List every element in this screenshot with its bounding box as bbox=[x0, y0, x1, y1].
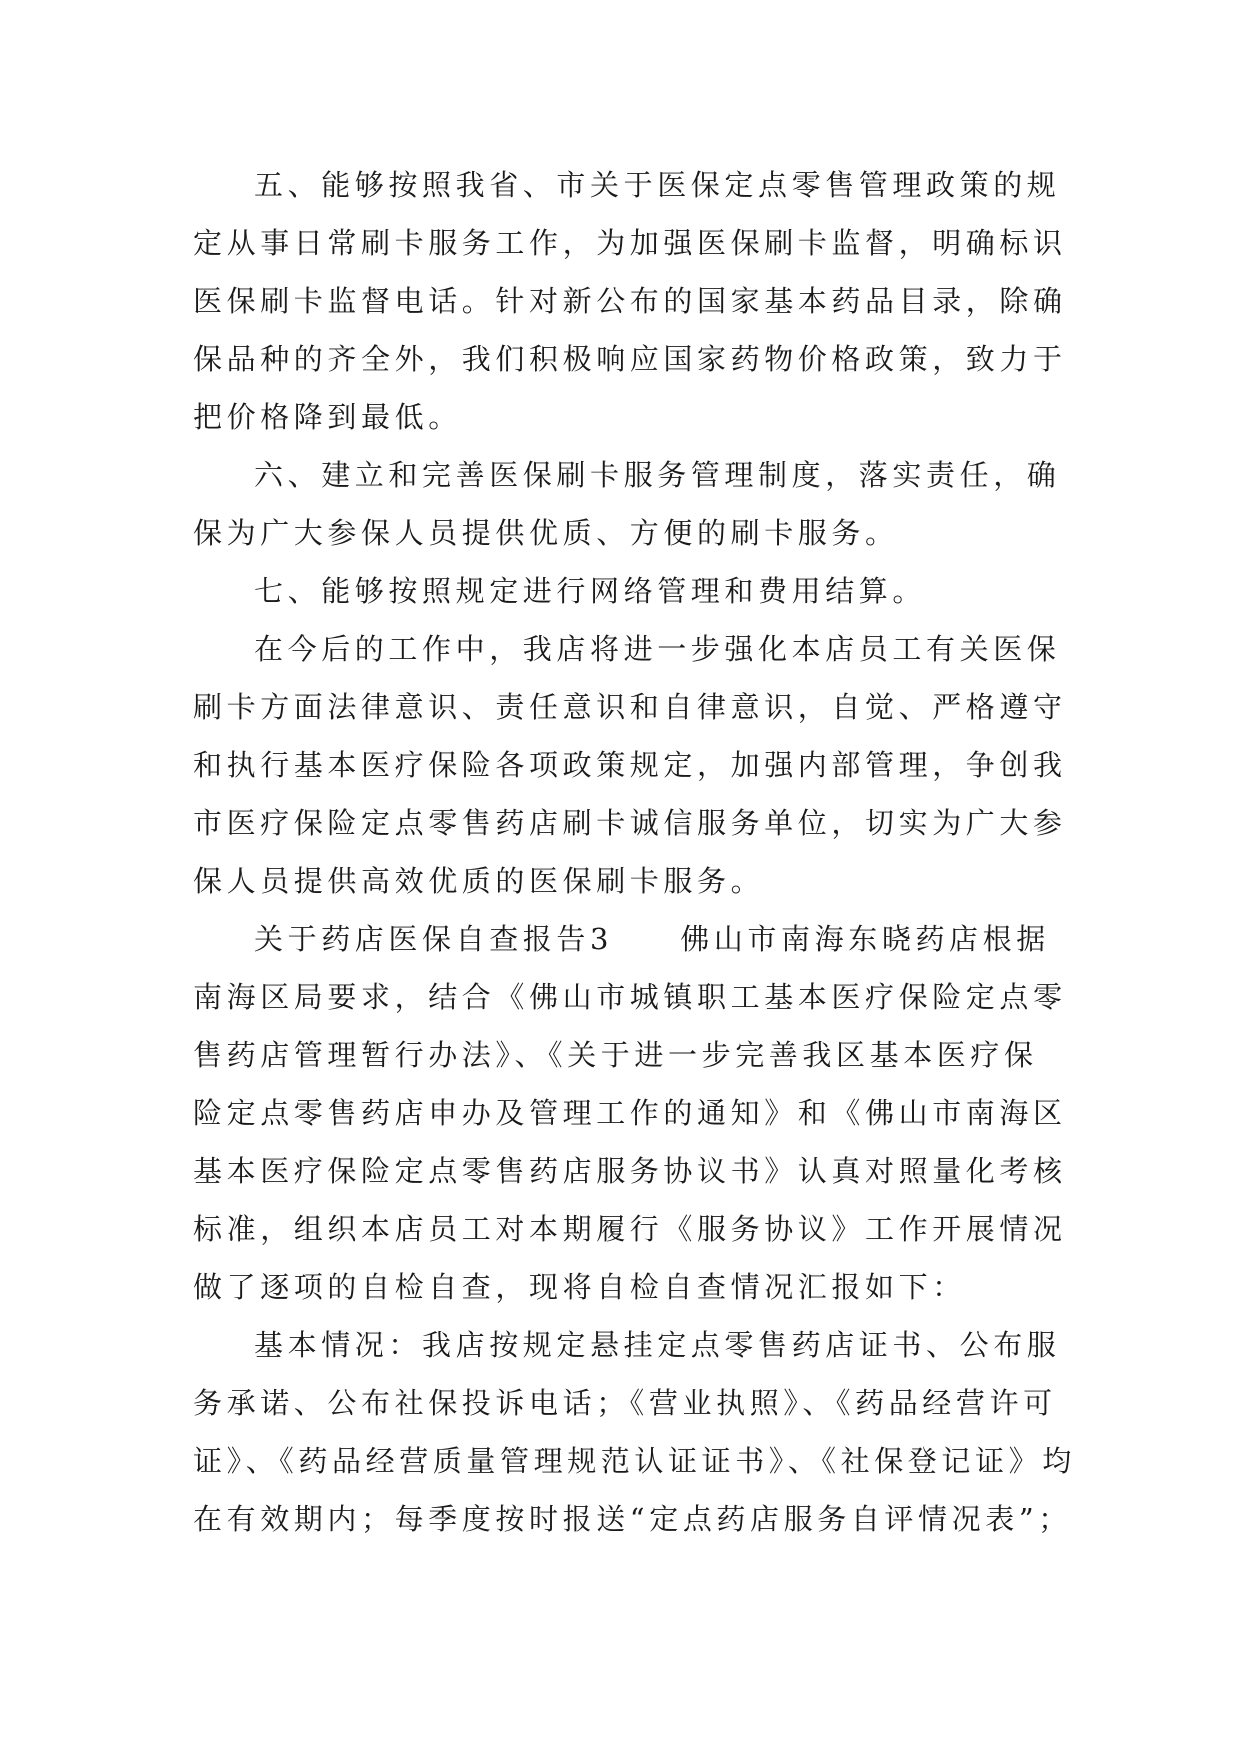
paragraph-future-line-3: 和执行基本医疗保险各项政策规定，加强内部管理，争创我 bbox=[193, 748, 1067, 782]
paragraph-future-line-1: 在今后的工作中，我店将进一步强化本店员工有关医保 bbox=[254, 632, 1061, 666]
paragraph-future-line-5: 保人员提供高效优质的医保刷卡服务。 bbox=[193, 864, 765, 898]
paragraph-6-line-1: 六、建立和完善医保刷卡服务管理制度，落实责任，确 bbox=[254, 458, 1061, 492]
paragraph-report3-line-3: 售药店管理暂行办法》、《关于进一步完善我区基本医疗保 bbox=[193, 1038, 1038, 1072]
paragraph-5-line-3: 医保刷卡监督电话。针对新公布的国家基本药品目录，除确 bbox=[193, 284, 1067, 318]
paragraph-5-line-4: 保品种的齐全外，我们积极响应国家药物价格政策，致力于 bbox=[193, 342, 1067, 376]
paragraph-report3-line-1: 关于药店医保自查报告3 佛山市南海东晓药店根据 bbox=[254, 922, 1050, 956]
paragraph-basic-line-2: 务承诺、公布社保投诉电话；《营业执照》、《药品经营许可 bbox=[193, 1386, 1057, 1420]
paragraph-5-line-2: 定从事日常刷卡服务工作，为加强医保刷卡监督，明确标识 bbox=[193, 226, 1067, 260]
paragraph-6-line-2: 保为广大参保人员提供优质、方便的刷卡服务。 bbox=[193, 516, 899, 550]
paragraph-future-line-4: 市医疗保险定点零售药店刷卡诚信服务单位，切实为广大参 bbox=[193, 806, 1067, 840]
paragraph-5-line-1: 五、能够按照我省、市关于医保定点零售管理政策的规 bbox=[254, 168, 1061, 202]
paragraph-report3-line-2: 南海区局要求，结合《佛山市城镇职工基本医疗保险定点零 bbox=[193, 980, 1067, 1014]
paragraph-basic-line-1: 基本情况：我店按规定悬挂定点零售药店证书、公布服 bbox=[254, 1328, 1061, 1362]
paragraph-report3-line-6: 标准，组织本店员工对本期履行《服务协议》工作开展情况 bbox=[193, 1212, 1067, 1246]
paragraph-basic-line-3: 证》、《药品经营质量管理规范认证证书》、《社保登记证》均 bbox=[193, 1444, 1076, 1478]
paragraph-basic-line-4: 在有效期内；每季度按时报送“定点药店服务自评情况表”； bbox=[193, 1502, 1072, 1536]
paragraph-report3-line-7: 做了逐项的自检自查，现将自检自查情况汇报如下： bbox=[193, 1270, 966, 1304]
paragraph-7-line-1: 七、能够按照规定进行网络管理和费用结算。 bbox=[254, 574, 927, 608]
paragraph-report3-line-4: 险定点零售药店申办及管理工作的通知》和《佛山市南海区 bbox=[193, 1096, 1067, 1130]
paragraph-future-line-2: 刷卡方面法律意识、责任意识和自律意识，自觉、严格遵守 bbox=[193, 690, 1067, 724]
paragraph-report3-line-5: 基本医疗保险定点零售药店服务协议书》认真对照量化考核 bbox=[193, 1154, 1067, 1188]
paragraph-5-line-5: 把价格降到最低。 bbox=[193, 400, 462, 434]
